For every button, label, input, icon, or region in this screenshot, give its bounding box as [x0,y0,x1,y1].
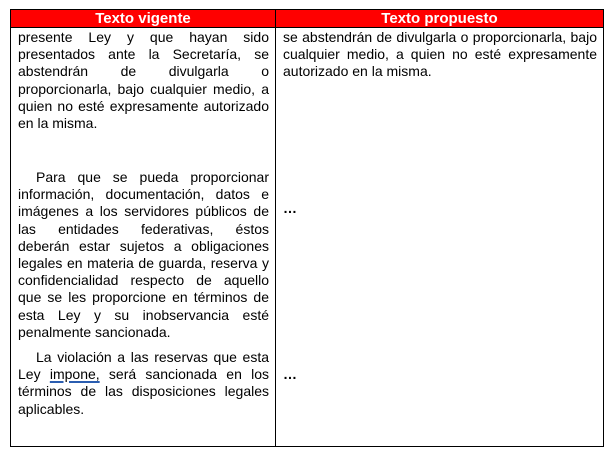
vigente-paragraph-3-end: será sancionada en los términos de las disposiciones legales aplicables. [18,366,270,417]
table-header [11,10,603,28]
propuesto-paragraph-1: se abstendrán de divulgarla o proporcionarla, bajo cualquier medio, a quien no esté expresamente autorizado en la misma. [283,29,597,80]
vigente-paragraph-3 [18,349,269,418]
header-texto-propuesto: Texto propuesto [381,10,498,27]
vigente-paragraph-1: presente Ley y que hayan sido presentados ante la Secretaría, se abstendrán de divulgarla o proporcionarla, bajo cualquier medio, a quien no esté expresamente autorizado en la misma. [18,29,269,132]
comparison-table [10,9,604,447]
propuesto-ellipsis-2: … [283,366,297,382]
header-texto-vigente: Texto vigente [95,10,191,27]
vigente-paragraph-2: Para que se pueda proporcionar información, documentación, datos e imágenes a los servidores públicos de las entidades federativas, éstos deberán estar sujetos a obligaciones legales en materia de guarda, reserva y confidencialidad respecto de aquello que se les proporcione en términos de esta Ley y su inobservancia esté penalmente sancionada. [18,169,269,340]
vigente-paragraph-3-start: La violación a las reservas que esta Ley [18,349,269,383]
column-divider [275,10,276,446]
underlined-word: impone, [49,366,100,383]
propuesto-ellipsis-1: … [283,200,297,216]
